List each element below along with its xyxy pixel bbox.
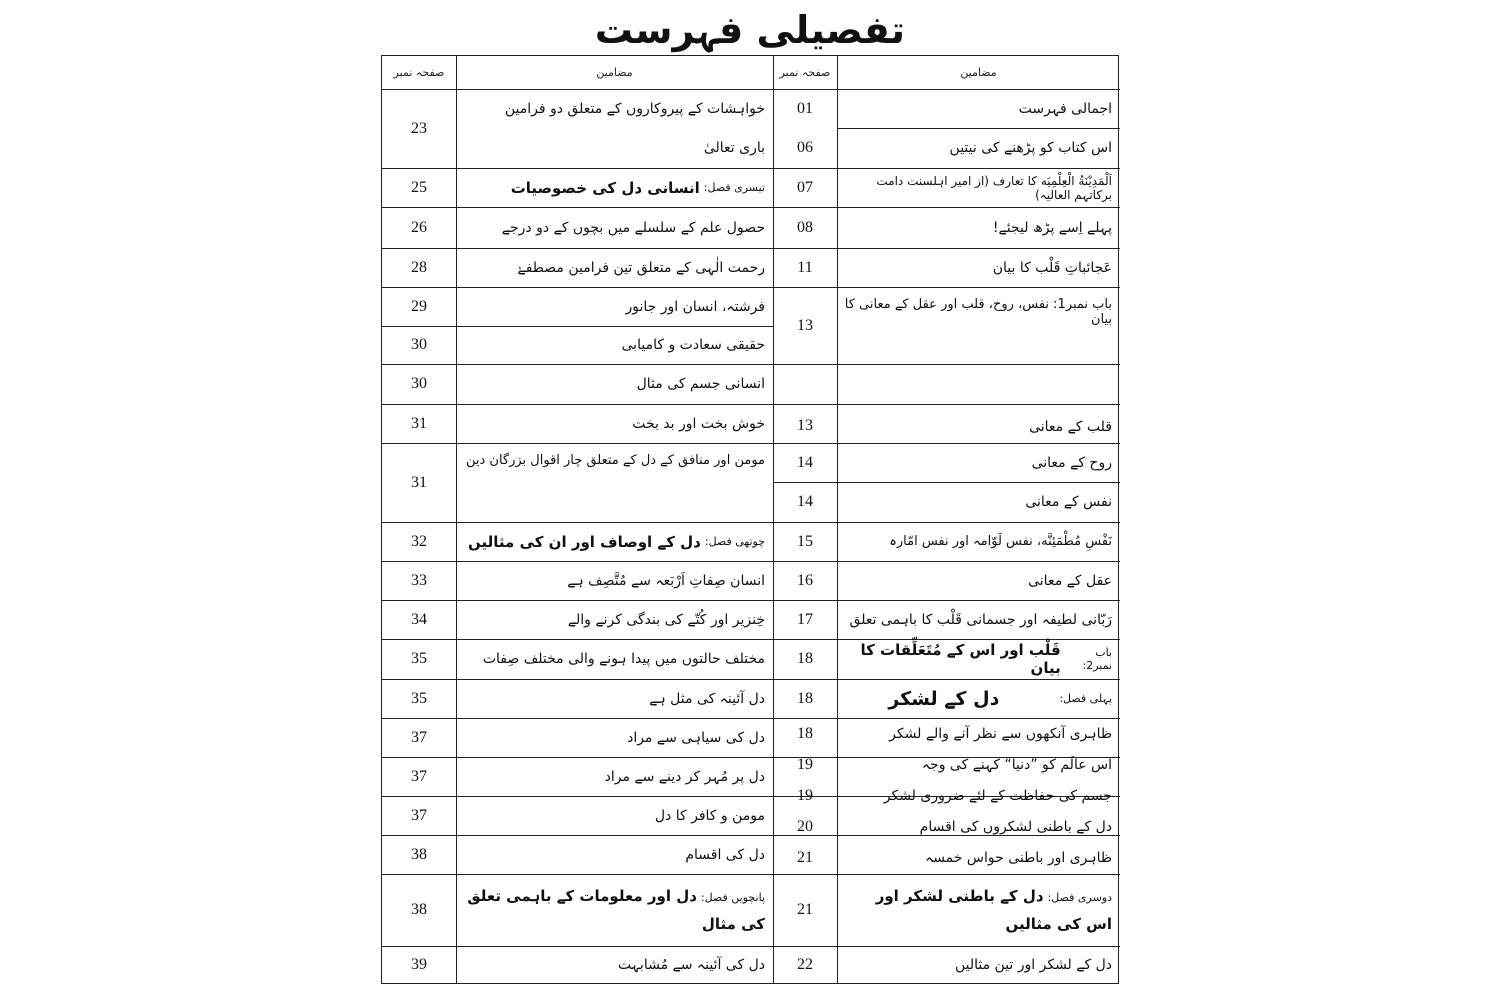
- header-left-page-no: صفحہ نمبر: [393, 66, 445, 79]
- header-left-topics: مضامین: [596, 66, 633, 79]
- list-item: عقل کے معانی: [1028, 572, 1112, 589]
- section-heading: [456, 522, 773, 561]
- page-number: 30: [411, 336, 427, 353]
- list-item: اجمالی فہرست: [1018, 100, 1112, 117]
- page-number: 37: [411, 767, 427, 785]
- list-item: دل کی آئینہ سے مُشابہت: [617, 956, 765, 973]
- section-prefix: دوسری فصل:: [1047, 891, 1112, 904]
- section-heading: [837, 679, 1120, 718]
- chapter-prefix: باب نمبر2:: [1082, 646, 1112, 672]
- page-number: 33: [411, 571, 427, 589]
- page-number: 23: [411, 119, 427, 137]
- page-number: 26: [411, 218, 427, 236]
- page-number: 30: [411, 375, 427, 392]
- list-item: دل آئینہ کی مثل ہے: [649, 690, 765, 707]
- list-item: ظاہری اور باطنی حواس خمسہ: [924, 850, 1112, 867]
- page-number: 01: [797, 99, 813, 117]
- list-item: روح کے معانی: [1031, 454, 1112, 471]
- page-number: 37: [411, 728, 427, 746]
- section-heading: [837, 874, 1120, 946]
- table-of-contents: [381, 55, 1119, 984]
- page-number: 31: [411, 414, 427, 432]
- section-title: انسانی دل کی خصوصیات: [510, 178, 700, 197]
- list-item: قلب کے معانی: [1029, 419, 1112, 435]
- list-item: دل کی اقسام: [685, 846, 765, 863]
- list-item: دل کی سیاہی سے مراد: [627, 729, 765, 746]
- page-number: 11: [797, 258, 813, 276]
- list-item: انسان صِفاتِ اَرْبَعہ سے مُتَّصِف ہے: [567, 572, 765, 589]
- page-number: 38: [411, 901, 427, 918]
- list-item: دل کے لشکر اور تین مثالیں: [954, 956, 1112, 973]
- header-right-topics: مضامین: [960, 66, 997, 79]
- chapter-heading: باب نمبر1: نفس، روح، قلب اور عقل کے معانی کا بیان: [844, 297, 1112, 327]
- page-number: 39: [411, 955, 427, 973]
- page-number: 21: [797, 901, 813, 918]
- page-number: 13: [797, 316, 813, 334]
- list-item: اَلْمَدِیْنَةُ الْعِلْمِیَه کا تعارف (از امیر اہلسنت دامت برکاتہم العالیہ): [876, 173, 1112, 202]
- section-prefix: پانچویں فصل:: [700, 891, 765, 904]
- list-item: نفس کے معانی: [1025, 494, 1112, 510]
- list-item: حصول علم کے سلسلے میں بچوں کے دو درجے: [501, 219, 765, 236]
- page-number: 19: [797, 786, 813, 804]
- list-item: اس عالَم کو ”دنیا“ کہنے کی وجہ: [921, 756, 1112, 773]
- list-item: انسانی جسم کی مثال: [636, 376, 765, 392]
- list-item: مومن و کافر کا دل: [654, 807, 765, 824]
- list-item: پہلے اِسے پڑھ لیجئے!: [992, 219, 1112, 236]
- page-number: 17: [797, 610, 813, 628]
- list-item: رَبّانی لطیفہ اور جسمانی قَلْب کا باہمی تعلق: [849, 611, 1112, 628]
- section-heading: [456, 874, 773, 946]
- page-number: 20: [797, 818, 813, 836]
- page-number: 21: [797, 849, 813, 867]
- section-title: دل کے اوصاف اور ان کی مثالیں: [468, 532, 701, 551]
- page-number: 19: [797, 755, 813, 773]
- list-item: خِنزیر اور کُتّے کی بندگی کرنے والے: [567, 611, 765, 628]
- list-item: خواہشات کے پیروکاروں کے متعلق دو فرامین: [504, 100, 765, 117]
- page-number: 28: [411, 258, 427, 276]
- section-prefix: چوتھی فصل:: [704, 535, 765, 548]
- page-number: 18: [797, 650, 813, 667]
- page-number: 29: [411, 297, 427, 315]
- header-right-page-no: صفحہ نمبر: [779, 66, 831, 79]
- list-item: مومن اور منافق کے دل کے متعلق چار اقوال بزرگان دین: [465, 453, 765, 468]
- page-number: 18: [797, 689, 813, 707]
- page-number: 37: [411, 806, 427, 824]
- page-number: 16: [797, 571, 813, 589]
- page-number: 35: [411, 650, 427, 667]
- page-title: تفصیلی فہرست: [594, 8, 906, 52]
- section-title: دل کے لشکر: [888, 687, 1000, 710]
- chapter-title: قَلْب اور اس کے مُتَعَلِّقات کا بیان: [860, 641, 1061, 677]
- page-number: 15: [797, 532, 813, 550]
- page-number: 18: [797, 724, 813, 742]
- page-number: 22: [797, 955, 813, 973]
- section-title: دل اور معلومات کے باہمی تعلق کی مثال: [467, 887, 765, 933]
- list-item-continued: باری تعالیٰ: [703, 140, 765, 156]
- section-title: دل کے باطنی لشکر اور اس کی مثالیں: [875, 887, 1112, 933]
- page-number: 14: [797, 453, 813, 471]
- list-item: مختلف حالتوں میں پیدا ہونے والی مختلف صِفات: [482, 651, 765, 667]
- list-item: فرشتہ، انسان اور جانور: [625, 298, 765, 315]
- page-number: 07: [797, 178, 813, 196]
- list-item: جسم کی حفاظت کے لئے ضروری لشکر: [883, 787, 1112, 804]
- list-item: حقیقی سعادت و کامیابی: [621, 337, 765, 353]
- page-number: 31: [411, 473, 427, 491]
- page-number: 38: [411, 845, 427, 863]
- page-number: 13: [797, 417, 813, 434]
- page-number: 32: [411, 532, 427, 550]
- page-number: 34: [411, 610, 427, 628]
- section-heading: [456, 168, 773, 207]
- list-item: اس کتاب کو پڑھنے کی نیتیں: [949, 140, 1112, 156]
- list-item: نَفْسِ مُطْمَئِنَّه، نفس لَوّامہ اور نفس امّارہ: [889, 534, 1112, 549]
- page-number: 35: [411, 689, 427, 707]
- list-item: رحمت الٰہی کے متعلق تین فرامین مصطفےٰ: [517, 259, 765, 276]
- list-item: عَجائباتِ قَلْب کا بیان: [992, 259, 1112, 276]
- chapter-heading: [837, 639, 1120, 679]
- list-item: ظاہری آنکھوں سے نظر آنے والے لشکر: [889, 725, 1112, 742]
- section-prefix: تیسری فصل:: [703, 181, 765, 194]
- list-item: خوش بخت اور بد بخت: [632, 415, 765, 432]
- page-number: 06: [797, 139, 813, 156]
- list-item: دل کے باطنی لشکروں کی اقسام: [919, 819, 1112, 836]
- section-prefix: پہلی فصل:: [1059, 692, 1112, 705]
- page-number: 14: [797, 493, 813, 510]
- page-number: 25: [411, 178, 427, 196]
- list-item: دل پر مُہر کر دینے سے مراد: [604, 768, 765, 785]
- page-number: 08: [797, 218, 813, 236]
